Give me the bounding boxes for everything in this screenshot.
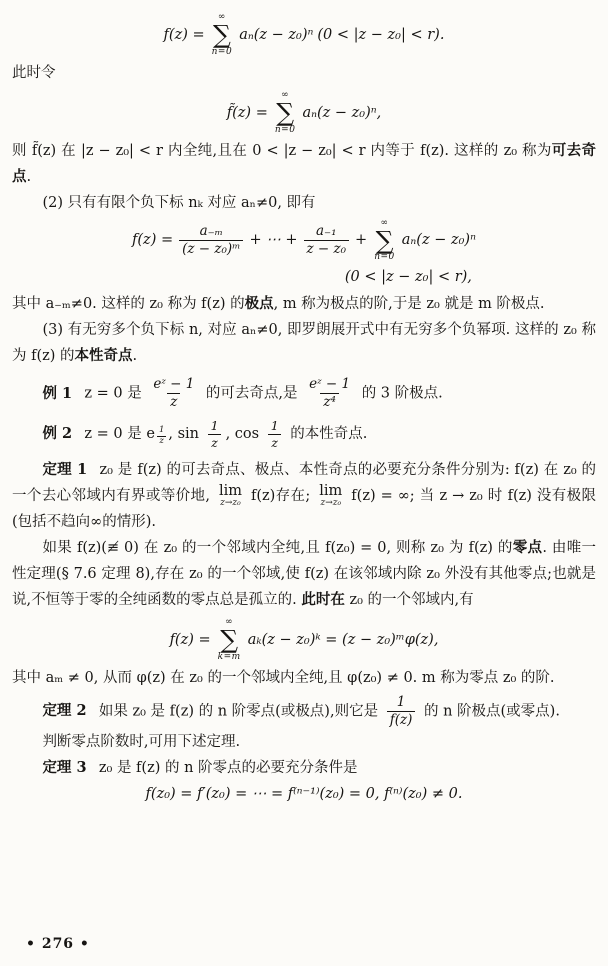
fraction-denominator: z <box>208 434 221 451</box>
formula-lhs: f(z) = <box>163 26 205 43</box>
para-zero-definition <box>12 535 596 613</box>
para-then-let <box>12 60 596 86</box>
theorem-2 <box>12 694 596 729</box>
para-text: z = 0 是 <box>84 385 142 402</box>
fraction <box>208 418 222 450</box>
fraction-denominator: z <box>167 393 180 411</box>
fraction-denominator: z⁴ <box>320 393 339 411</box>
fraction-numerator: 1 <box>270 418 279 433</box>
formula-pole-expansion <box>12 219 596 263</box>
sum-upper-limit: ∞ <box>281 89 290 100</box>
lim-symbol: lim <box>218 482 242 499</box>
formula-holomorphic-extension <box>12 91 596 135</box>
sum-lower-limit: n=0 <box>211 46 233 57</box>
superscript-fraction <box>157 426 166 447</box>
fraction-denominator: z <box>159 435 164 446</box>
para-text: , cos <box>225 426 260 443</box>
para-text: 此时令 <box>12 64 56 81</box>
fraction <box>268 418 282 450</box>
fraction-numerator: eᶻ − 1 <box>309 376 351 393</box>
para-text: 则 f̃(z) 在 |z − z₀| < r 内全纯,且在 0 < |z − z₀| < r 内等于 f(z). 这样的 z₀ 称为 <box>12 142 552 159</box>
sum-upper-limit: ∞ <box>217 12 226 22</box>
para-text: . <box>132 348 138 365</box>
para-judge-order <box>12 729 596 755</box>
para-text: 如果 f(z)(≢ 0) 在 z₀ 的一个邻域内全纯,且 f(z₀) = 0, 则称 z₀ 为 f(z) 的 <box>42 540 513 557</box>
example-label: 例 2 <box>42 425 73 443</box>
formula-zero-factorization <box>12 618 596 662</box>
para-text: 的 n 阶极点(或零点). <box>423 703 560 720</box>
formula-lhs: f̃(z) = <box>226 104 268 121</box>
theorem-3 <box>12 755 596 781</box>
sum-lower-limit: n=0 <box>274 124 296 135</box>
formula-condition: (0 < |z − z₀| < r), <box>344 269 472 286</box>
summation-symbol-group <box>212 13 233 57</box>
plus-operator: + <box>355 232 368 249</box>
example-2 <box>12 418 596 450</box>
term-zero: 零点 <box>512 539 543 557</box>
summation-symbol-group <box>374 219 395 263</box>
sum-lower-limit: n=0 <box>374 252 395 263</box>
para-text: 的本性奇点. <box>290 426 368 443</box>
formula-body: f(z₀) = f′(z₀) = ⋯ = f⁽ⁿ⁻¹⁾(z₀) = 0, f⁽ⁿ⁾(z₀) ≠ 0. <box>145 785 463 802</box>
para-text: 判断零点阶数时,可用下述定理. <box>42 733 241 750</box>
para-text: 的 3 阶极点. <box>361 385 443 402</box>
page-number <box>26 936 90 952</box>
sum-upper-limit: ∞ <box>380 217 389 228</box>
fraction-numerator: 1 <box>396 694 406 710</box>
sum-upper-limit: ∞ <box>225 617 234 628</box>
emphasis-text: 此时在 <box>301 591 345 609</box>
fraction <box>150 376 197 411</box>
para-text: 其中 aₘ ≠ 0, 从而 φ(z) 在 z₀ 的一个邻域内全纯,且 φ(z₀) ≠ 0. m 称为零点 z₀ 的阶. <box>12 670 555 686</box>
term-pole: 极点 <box>244 295 274 313</box>
para-text: z₀ 是 f(z) 的 n 阶零点的必要充分条件是 <box>98 759 358 776</box>
fraction-numerator: 1 <box>210 418 219 433</box>
para-text: , sin <box>168 426 199 443</box>
theorem-label: 定理 2 <box>42 702 87 720</box>
limit-operator <box>319 484 342 509</box>
formula-lhs: f(z) = <box>169 632 211 649</box>
fraction-numerator: 1 <box>158 425 165 436</box>
fraction-numerator: eᶻ − 1 <box>153 376 195 393</box>
lim-subscript: z→z₀ <box>320 498 342 509</box>
term-essential-singularity: 本性奇点 <box>74 347 133 365</box>
para-text: (2) 只有有限个负下标 nₖ 对应 aₙ≠0, 即有 <box>42 194 316 211</box>
formula-lhs: f(z) = <box>132 232 174 249</box>
para-removable-singularity <box>12 138 596 190</box>
lim-subscript: z→z₀ <box>220 498 241 509</box>
formula-body: aₙ(z − z₀)ⁿ <box>239 26 314 43</box>
sum-lower-limit: k=m <box>217 652 241 662</box>
theorem-label: 定理 1 <box>42 461 88 479</box>
para-text: 如果 z₀ 是 f(z) 的 n 阶零点(或极点),则它是 <box>98 703 379 720</box>
para-case-2 <box>12 190 596 216</box>
para-text: 其中 a₋ₘ≠0. 这样的 z₀ 称为 f(z) 的 <box>12 296 245 313</box>
sigma-icon: ∑ <box>220 625 239 655</box>
fraction-denominator: f(z) <box>387 711 416 729</box>
fraction-denominator: z <box>268 434 281 451</box>
theorem-1 <box>12 457 596 535</box>
para-text: (3) 有无穷多个负下标 n, 对应 aₙ≠0, 即罗朗展开式中有无穷多个负幂项. 这样的 z₀ 称为 f(z) 的 <box>12 322 596 365</box>
formula-body: aₖ(z − z₀)ᵏ = (z − z₀)ᵐφ(z), <box>247 632 439 649</box>
para-text: , m 称为极点的阶,于是 z₀ 就是 m 阶极点. <box>273 296 545 313</box>
fraction-numerator: a₋₁ <box>315 223 337 239</box>
sigma-icon: ∑ <box>375 225 394 255</box>
formula-condition: (0 < |z − z₀| < r). <box>317 26 445 43</box>
term-removable-singularity: 可去奇点 <box>12 141 596 185</box>
page-number-text: • 276 • <box>26 936 90 952</box>
fraction-numerator: a₋ₘ <box>199 223 224 239</box>
sigma-icon: ∑ <box>276 97 295 127</box>
plus-ellipsis-operator: + ⋯ + <box>249 232 298 249</box>
para-text: . <box>26 168 32 185</box>
theorem-label: 定理 3 <box>42 758 87 776</box>
fraction <box>179 223 243 258</box>
lim-symbol: lim <box>319 482 343 499</box>
formula-body: aₙ(z − z₀)ⁿ, <box>302 104 382 121</box>
para-pole-definition <box>12 291 596 317</box>
summation-symbol-group <box>218 618 241 662</box>
fraction-denominator: (z − z₀)ᵐ <box>179 240 243 258</box>
formula-body: aₙ(z − z₀)ⁿ <box>401 232 476 249</box>
para-text: z₀ 是 f(z) 的可去奇点、极点、本性奇点的必要充分条件分别为: f(z) 在 z₀ 的一个去心邻域内有界或等价地, <box>12 462 596 505</box>
example-label: 例 1 <box>42 384 73 402</box>
formula-derivative-condition <box>12 786 596 802</box>
para-case-3 <box>12 317 596 369</box>
fraction <box>304 223 350 258</box>
summation-symbol-group <box>275 91 296 135</box>
fraction <box>306 376 353 411</box>
para-text: f(z) = ∞; 当 z → z₀ 时 f(z) 没有极限(包括不趋向∞的情形). <box>12 488 596 531</box>
example-1 <box>12 376 596 411</box>
sigma-icon: ∑ <box>213 20 231 49</box>
para-zero-order <box>12 665 596 691</box>
fraction <box>387 694 416 729</box>
formula-laurent-expansion <box>12 13 596 57</box>
para-text: z₀ 的一个邻域内,有 <box>349 592 474 609</box>
limit-operator <box>219 484 242 509</box>
para-text: . 由唯一性定理(§ 7.6 定理 8),存在 z₀ 的一个邻域,使 f(z) 在该邻域内除 z₀ 外没有其他零点;也就是说,不恒等于零的全纯函数的零点总是孤立的. <box>12 540 597 609</box>
fraction-denominator: z − z₀ <box>304 240 350 258</box>
para-text: z = 0 是 e <box>84 426 155 443</box>
para-text: f(z)存在; <box>250 488 311 505</box>
formula-condition-line <box>12 265 596 289</box>
para-text: 的可去奇点,是 <box>205 385 298 402</box>
